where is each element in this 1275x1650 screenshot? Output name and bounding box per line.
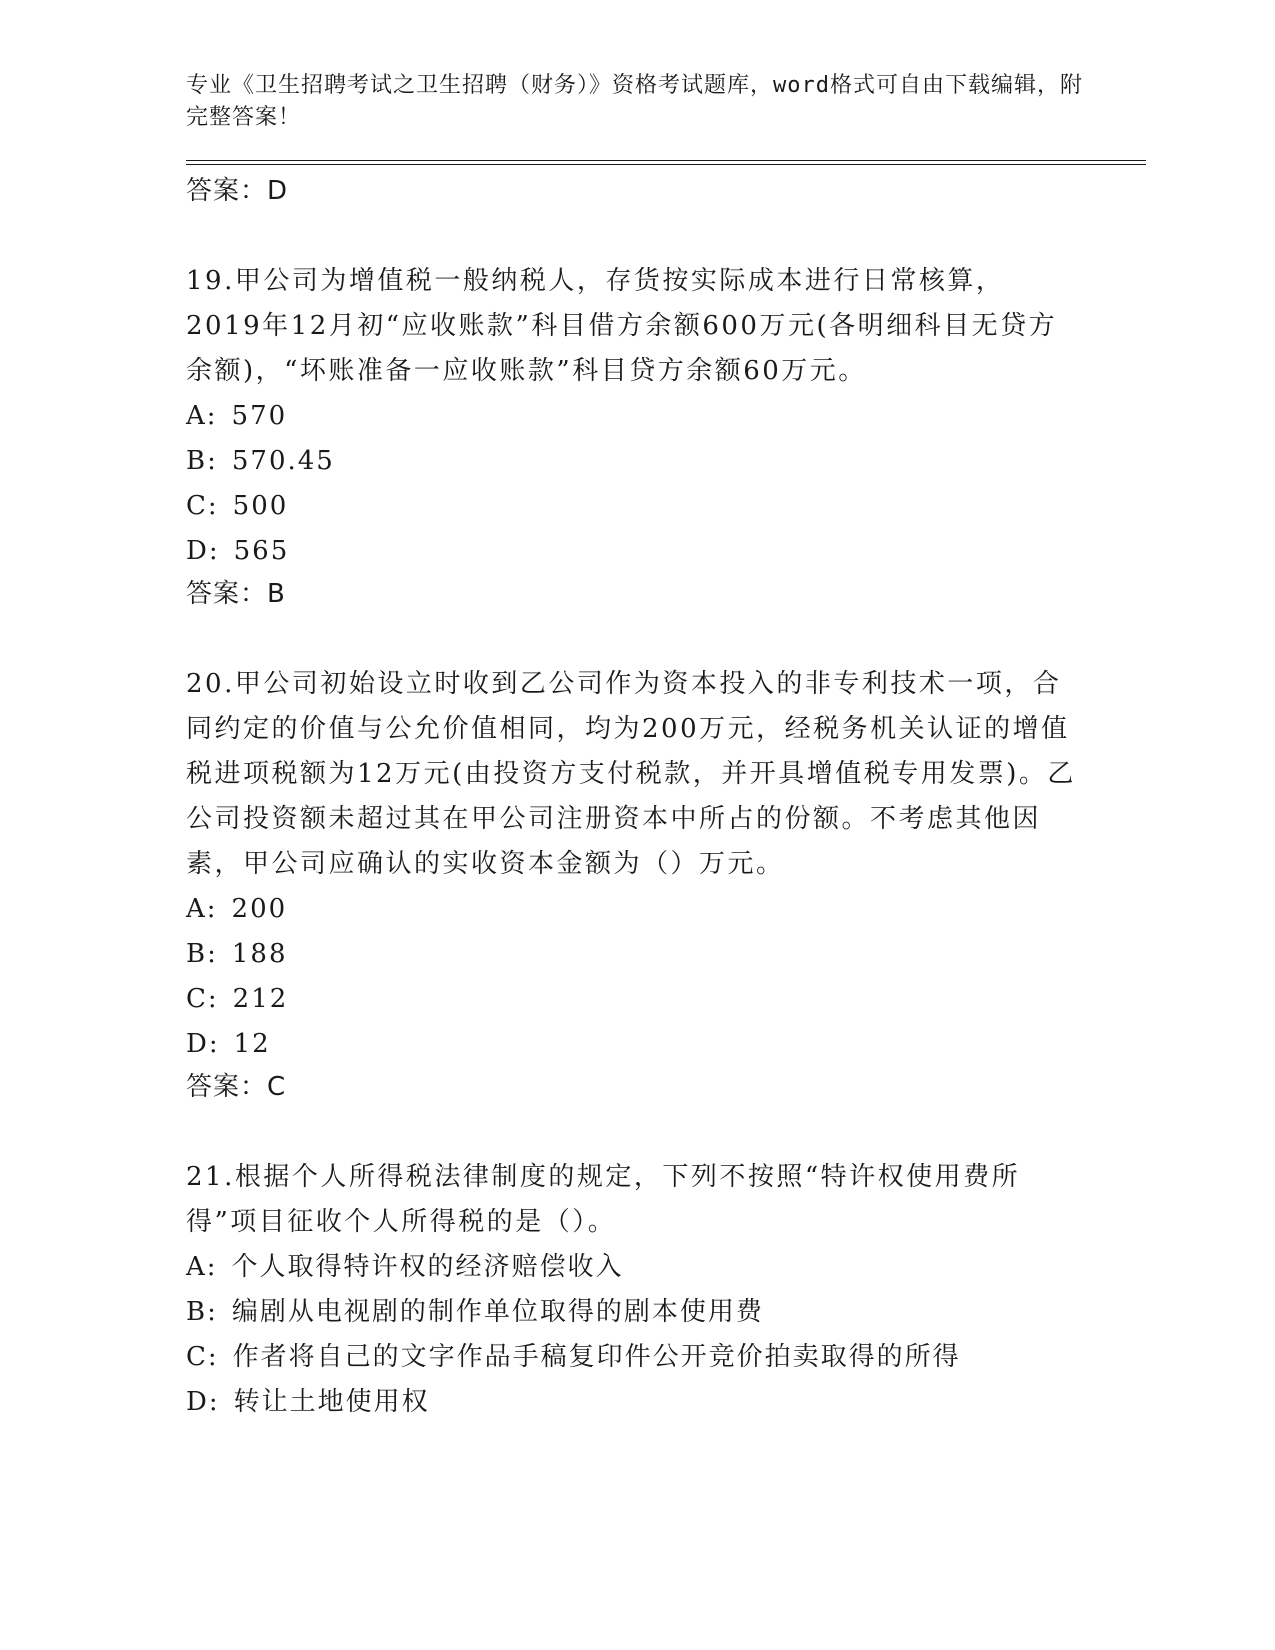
question-stem: 21.根据个人所得税法律制度的规定，下列不按照“特许权使用费所得”项目征收个人所得税的是（）。 [186,1162,1021,1237]
option-list [186,1245,1146,1425]
question-21 [186,1155,1146,1425]
option-b [186,1290,1146,1335]
option-list [186,887,1146,1067]
option-text: 编剧从电视剧的制作单位取得的剧本使用费 [231,1297,764,1327]
question-stem: 20.甲公司初始设立时收到乙公司作为资本投入的非专利技术一项，合同约定的价值与公允价值相同，均为200万元，经税务机关认证的增值税进项税额为12万元(由投资方支付税款，并开具增值税专用发票)。乙公司投资额未超过其在甲公司注册资本中所占的份额。不考虑其他因素，甲公司应确认的实收资本金额为（）万元。 [186,669,1076,879]
option-b [186,932,1146,977]
option-label: D: [186,1387,220,1417]
option-a [186,1245,1146,1290]
option-c [186,1335,1146,1380]
document-header: 专业《卫生招聘考试之卫生招聘（财务）》资格考试题库，word格式可自由下载编辑，附完整答案！ [186,73,1083,130]
option-text: 作者将自己的文字作品手稿复印件公开竞价拍卖取得的所得 [232,1342,961,1372]
option-c [186,977,1146,1022]
option-a [186,394,1146,439]
option-label: B: [186,939,218,969]
question-answer: 答案：C [186,1072,287,1102]
option-label: A: [186,894,218,924]
option-text: 565 [233,536,290,566]
option-text: 570.45 [231,446,335,476]
header-divider [186,160,1146,165]
option-text: 188 [231,939,288,969]
option-label: C: [186,491,219,521]
option-text: 12 [233,1029,271,1059]
option-label: C: [186,984,219,1014]
previous-answer: 答案：D [186,176,289,206]
option-text: 个人取得特许权的经济赔偿收入 [231,1252,624,1282]
option-text: 200 [231,894,288,924]
option-a [186,887,1146,932]
option-text: 转让土地使用权 [233,1387,430,1417]
option-c [186,484,1146,529]
option-d [186,529,1146,574]
option-label: D: [186,536,220,566]
option-label: A: [186,1252,218,1282]
question-20 [186,662,1146,1105]
question-answer: 答案：B [186,579,286,609]
option-label: A: [186,401,218,431]
question-19 [186,259,1146,612]
document-page [186,70,1146,1425]
option-text: 570 [231,401,288,431]
option-label: C: [186,1342,219,1372]
option-text: 500 [232,491,289,521]
option-list [186,394,1146,574]
option-label: D: [186,1029,220,1059]
question-stem: 19.甲公司为增值税一般纳税人，存货按实际成本进行日常核算，2019年12月初“应收账款”科目借方余额600万元(各明细科目无贷方余额)，“坏账准备一应收账款”科目贷方余额60万元。 [186,266,1058,386]
option-label: B: [186,1297,218,1327]
option-label: B: [186,446,218,476]
option-b [186,439,1146,484]
option-d [186,1022,1146,1067]
option-text: 212 [232,984,289,1014]
option-d [186,1380,1146,1425]
